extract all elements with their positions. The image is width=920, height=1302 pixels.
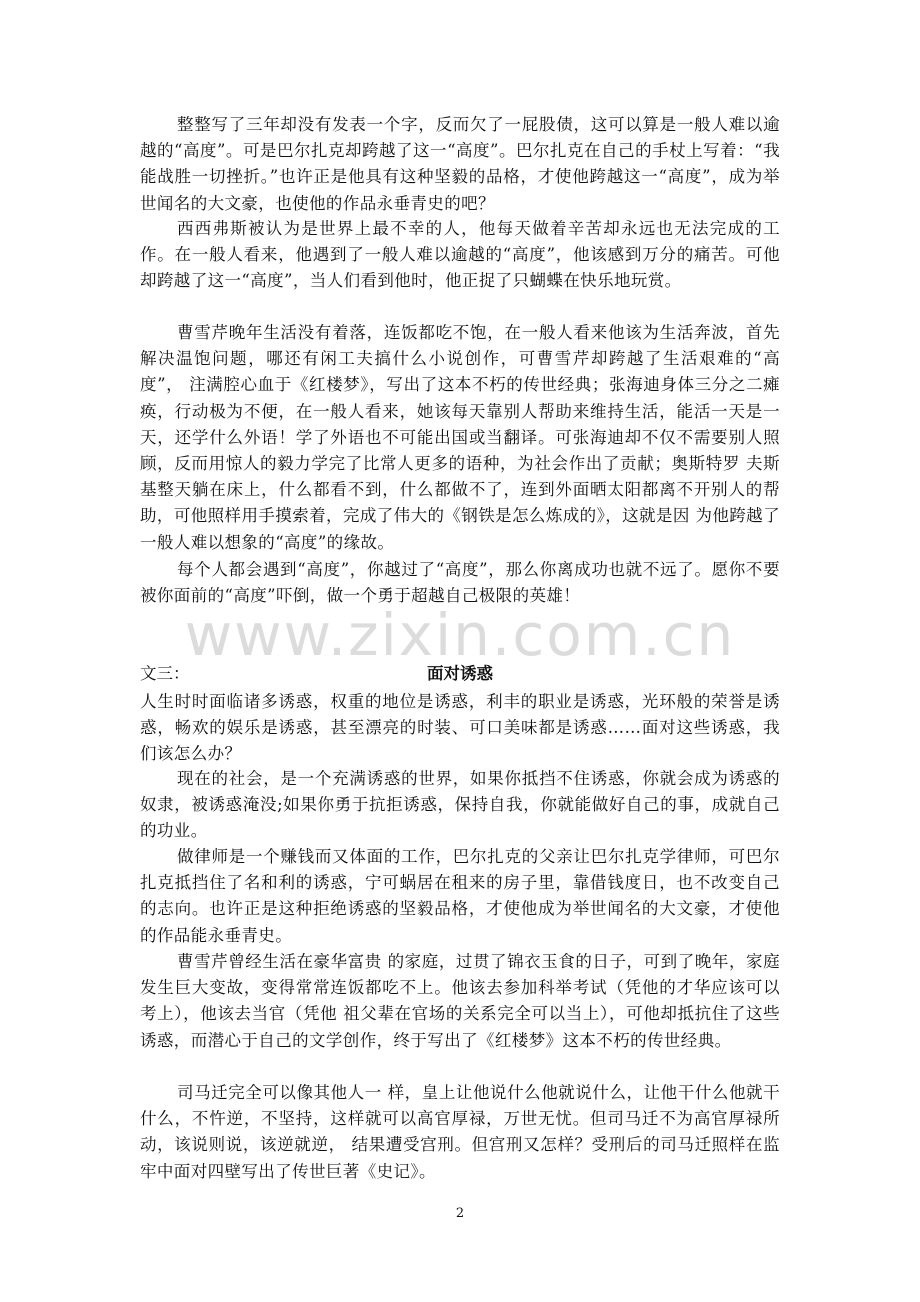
paragraph-society-temptation: 现在的社会，是一个充满诱惑的世界，如果你抵挡不住诱惑，你就会成为诱惑的奴隶，被诱惑淹没;如果你勇于抗拒诱惑，保持自我，你就能做好自己的事，成就自己的功业。 — [140, 769, 780, 841]
paragraph-conclusion: 每个人都会遇到“高度”，你越过了“高度”，那么你离成功也就不远了。愿你不要被你面前的“高度”吓倒，做一个勇于超越自己极限的英雄！ — [140, 560, 780, 606]
paragraph-sisyphus: 西西弗斯被认为是世界上最不幸的人，他每天做着辛苦却永远也无法完成的工作。在一般人看来，他遇到了一般人难以逾越的“高度”，他该感到万分的痛苦。可他却跨越了这一“高度”，当人们看到他时，他正捉了只蝴蝶在快乐地玩赏。 — [140, 219, 780, 291]
paragraph-cao-xueqin-zhang-haidi: 曹雪芹晚年生活没有着落，连饭都吃不饱，在一般人看来他该为生活奔波，首先解决温饱问题，哪还有闲工夫搞什么小说创作，可曹雪芹却跨越了生活艰难的“高度”， 注满腔心血于《红楼梦》，写出了这本不朽的传世经典；张海迪身体三分之二瘫痪，行动极为不便，在一般人看来，她该每天靠别人帮助来维持生活，能活一天是一 天，还学什么外语！学了外语也不可能出国或当翻译。可张海迪却不仅不需要别人照顾，反而用惊人的毅力学完了比常人更多的语种，为社会作出了贡献；奥斯特罗 夫斯基整天躺在床上，什么都看不到，什么都做不了，连到外面晒太阳都离不开别人的帮助，可他照样用手摸索着，完成了伟大的《钢铁是怎么炼成的》，这就是因 为他跨越了一般人难以想象的“高度”的缘故。 — [140, 323, 780, 552]
paragraph-temptations-intro: 人生时时面临诸多诱惑，权重的地位是诱惑，利丰的职业是诱惑，光环般的荣誉是诱惑，畅欢的娱乐是诱惑，甚至漂亮的时装、可口美味都是诱惑……面对这些诱惑，我们该怎么办？ — [140, 692, 780, 764]
page-number: 2 — [455, 1206, 465, 1221]
section-heading — [140, 660, 780, 688]
paragraph-balzac-height: 整整写了三年却没有发表一个字，反而欠了一屁股债，这可以算是一般人难以逾越的“高度”。可是巴尔扎克却跨越了这一“高度”。巴尔扎克在自己的手杖上写着：“我能战胜一切挫折。”也许正是他具有这种坚毅的品格，才使他跨越这一“高度”，成为举世闻名的大文豪，也使他的作品永垂青史的吧？ — [140, 115, 780, 213]
watermark: www.zixin.com.cn — [184, 601, 736, 669]
paragraph-sima-qian: 司马迁完全可以像其他人一 样，皇上让他说什么他就说什么，让他干什么他就干什么，不忤逆，不坚持，这样就可以高官厚禄，万世无忧。但司马迁不为高官厚禄所动，该说则说，该逆就逆， 结果遭受宫刑。但宫刑又怎样？受刑后的司马迁照样在监牢中面对四壁写出了传世巨著《史记》。 — [140, 1083, 780, 1181]
paragraph-cao-xueqin-wealth: 曹雪芹曾经生活在豪华富贵 的家庭，过贯了锦衣玉食的日子，可到了晚年，家庭发生巨大变故，变得常常连饭都吃不上。他该去参加科举考试（凭他的才华应该可以考上），他该去当官（凭他 祖父辈在官场的关系完全可以当上），可他却抵抗住了这些诱惑，而潜心于自己的文学创作，终于写出了《红楼梦》这本不朽的传世经典。 — [140, 952, 780, 1050]
section-title: 面对诱惑 — [427, 664, 493, 683]
paragraph-balzac-lawyer: 做律师是一个赚钱而又体面的工作，巴尔扎克的父亲让巴尔扎克学律师，可巴尔扎克抵挡住了名和利的诱惑，宁可蜗居在租来的房子里，靠借钱度日，也不改变自己的志向。也许正是这种拒绝诱惑的坚毅品格，才使他成为举世闻名的大文豪，才使他的作品能永垂青史。 — [140, 847, 780, 945]
section-label: 文三： — [140, 664, 190, 683]
